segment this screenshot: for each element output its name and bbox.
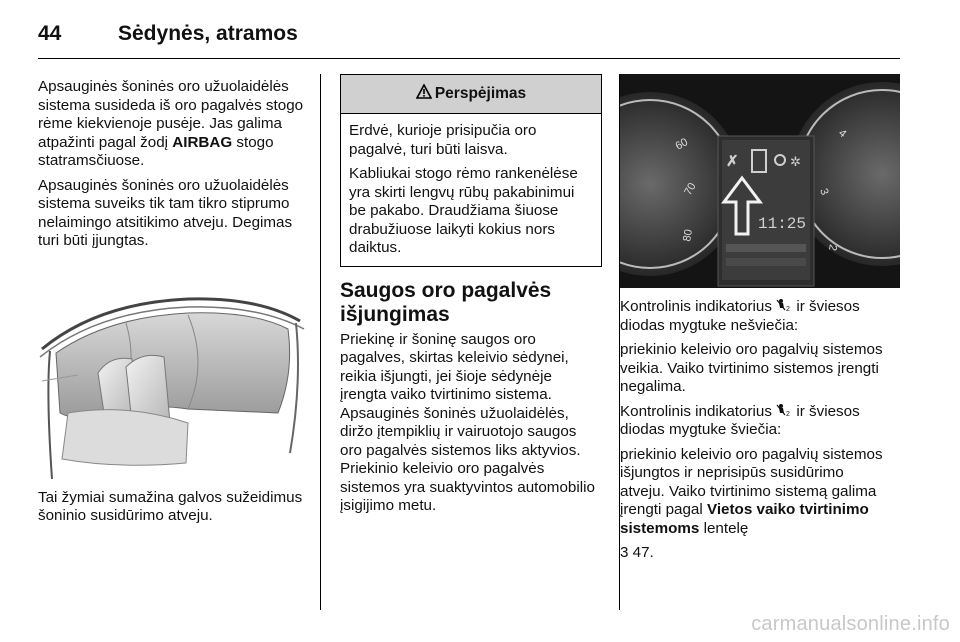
airbag-off-indicator-icon [776, 298, 792, 312]
paragraph [38, 78, 306, 171]
display-time: 11:25 [758, 215, 807, 233]
paragraph: priekinio keleivio oro pagalvių sistemos veikia. Vaiko tvirtinimo sistemos įrengti negalima. [620, 341, 883, 395]
svg-text:✲: ✲ [790, 154, 801, 169]
paragraph: Apsauginės šoninės oro užuolaidėlės sistema suveiks tik tam tikro stiprumo nelaimingo atsitikimo atveju. Degimas turi būti įjungtas. [38, 176, 293, 249]
warning-title: Perspėjimas [434, 84, 527, 102]
paragraph [620, 446, 890, 539]
warning-triangle-icon [416, 84, 432, 105]
svg-text:70: 70 [682, 180, 699, 198]
paragraph: Tai žymiai sumažina galvos sužeidimus šoninio susidūrimo atveju. [38, 488, 303, 524]
section-heading: Saugos oro pagalvės išjungimas [340, 278, 552, 326]
instrument-cluster-photo [620, 74, 900, 288]
svg-text:3: 3 [817, 186, 831, 197]
page-title: Sėdynės, atramos [118, 22, 298, 45]
text: Kontrolinis indikatorius [620, 402, 777, 420]
text: Kontrolinis indikatorius [620, 298, 777, 315]
warning-header [341, 75, 601, 114]
page-number: 44 [38, 22, 62, 45]
paragraph: Priekinę ir šoninę saugos oro pagalves, skirtas keleivio sėdynei, reikia išjungti, jei šioje sėdynėje įrengta vaiko tvirtinimo sistema. Apsauginės šoninės užuolaidėlės, diržo įtempiklių ir vairuotojo saugos oro pagalvės sistemos liks aktyvios. Priekinio keleivio oro pagalvės sistemos yra suaktyvintos automobilio įsigijimo metu. [340, 330, 595, 514]
text: ir šviesos diodas mygtuke nešviečia: [620, 298, 860, 334]
column-right [620, 74, 890, 569]
text: Apsauginės šoninės oro užuolaidėlės sistema susideda iš oro pagalvės stogo rėme kiekvienoje pusėje. Jas galima atpažinti pagal žodį [38, 78, 304, 151]
text: priekinio keleivio oro pagalvių sistemos išjungtos ir neprisipūs susidūrimo atveju. Vaiko tvirtinimo sistemą galima įrengti pagal [620, 445, 883, 518]
text: lentelę [699, 519, 749, 537]
paragraph [620, 298, 890, 335]
page-header [38, 16, 900, 60]
warning-box [340, 74, 602, 267]
airbag-off-indicator-icon [776, 403, 792, 417]
watermark: carmanualsonline.info [751, 613, 950, 635]
airbag-keyword: AIRBAG [172, 133, 233, 151]
text: stogo statramsčiuose. [38, 133, 274, 169]
text: ir šviesos diodas mygtuke šviečia: [620, 402, 860, 438]
svg-text:✗: ✗ [726, 153, 739, 170]
curtain-airbag-illustration [38, 263, 306, 479]
paragraph: Kabliukai stogo rėmo rankenėlėse yra skirti lengvų rūbų pakabinimui be pakabo. Draudžiama šiuose drabužiuose laikyti kokius nors daiktus. [349, 165, 578, 256]
paragraph [620, 403, 890, 440]
paragraph: Erdvė, kurioje prisipučia oro pagalvė, turi būti laisva. [349, 122, 537, 158]
svg-text:60: 60 [673, 136, 691, 153]
svg-text:2: 2 [786, 410, 791, 417]
table-reference-link[interactable]: Vietos vaiko tvirtinimo sistemoms [620, 501, 869, 537]
svg-text:2: 2 [825, 243, 839, 252]
page-reference[interactable]: 3 47. [620, 544, 654, 561]
column-left [38, 78, 306, 532]
column-middle [340, 78, 602, 522]
column-divider [320, 74, 321, 610]
svg-text:80: 80 [681, 228, 696, 243]
svg-text:2: 2 [786, 306, 791, 312]
svg-text:4: 4 [836, 127, 849, 141]
header-rule [38, 58, 900, 59]
warning-body [341, 114, 601, 266]
